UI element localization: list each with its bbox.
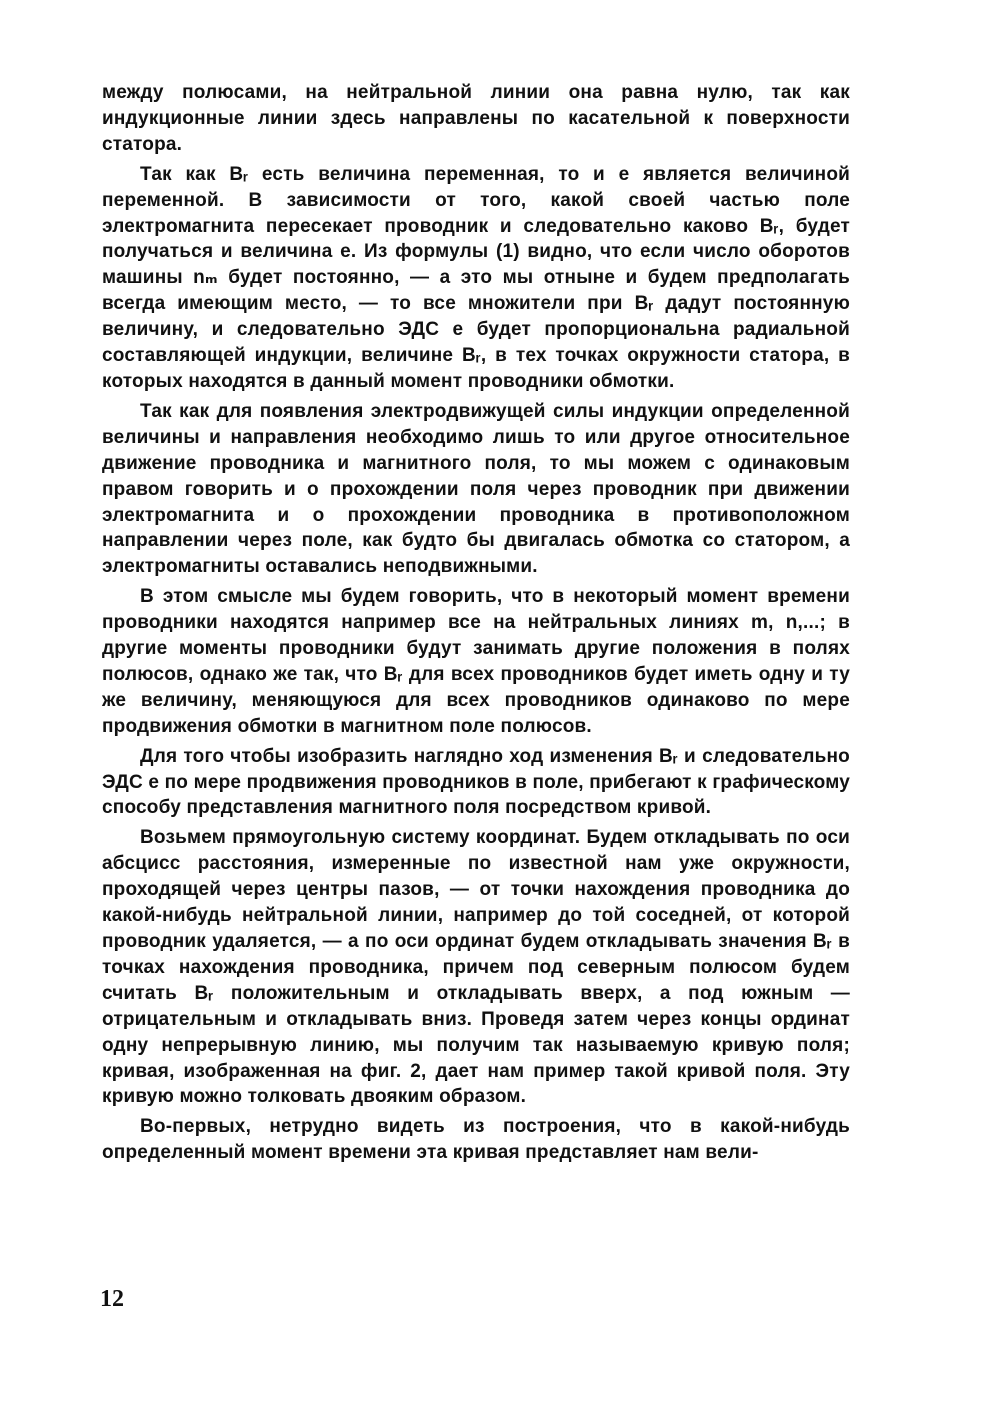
paragraph-5: Для того чтобы изобразить наглядно ход изменения Bᵣ и следовательно ЭДС e по мере продвижения проводников в поле, прибегают к графическому способу представления магнитного поля посредством кривой. <box>102 745 851 819</box>
paragraph-2: Так как Bᵣ есть величина переменная, то и e является величиной переменной. В зависимости от того, какой своей частью поле электромагнита пересекает проводник и следовательно каково Bᵣ, будет получаться и величина e. Из формулы (1) видно, что если число оборотов машины nₘ будет постоянно, — а это мы отныне и будем предполагать всегда имеющим место, — то все множители при Bᵣ дадут постоянную величину, и следовательно ЭДС e будет пропорциональна радиальной составляющей индукции, величине Bᵣ, в тех точках окружности статора, в которых находятся в данный момент проводники обмотки. <box>102 163 850 392</box>
paragraph-4: В этом смысле мы будем говорить, что в некоторый момент времени проводники находятся например все на нейтральных линиях m, n,...; в другие моменты проводники будут занимать другие положения в полях полюсов, однако же так, что Bᵣ для всех проводников будет иметь одну и ту же величину, меняющуюся для всех проводников одинаково по мере продвижения обмотки в магнитном поле полюсов. <box>102 586 850 737</box>
paragraph-1: между полюсами, на нейтральной линии она равна нулю, так как индукционные линии здесь направлены по касательной к поверхности статора. <box>102 82 850 155</box>
page-number: 12 <box>100 1286 124 1312</box>
paragraph-6: Возьмем прямоугольную систему координат. Будем откладывать по оси абсцисс расстояния, измеренные по известной нам уже окружности, проходящей через центры пазов, — от точки нахождения проводника до какой-нибудь нейтральной линии, например до той соседней, от которой проводник удаляется, — а по оси ординат будем откладывать значения Bᵣ в точках нахождения проводника, причем под северным полюсом будем считать Bᵣ положительным и откладывать вверх, а под южным — отрицательным и откладывать вниз. Проведя затем через концы ординат одну непрерывную линию, мы получим так называемую кривую поля; кривая, изображенная на фиг. 2, дает нам пример такой кривой поля. Эту кривую можно толковать двояким образом. <box>102 827 850 1108</box>
paragraph-7: Во-первых, нетрудно видеть из построения, что в какой-нибудь определенный момент времени эта кривая представляет нам вели- <box>102 1116 850 1164</box>
page-body <box>102 80 850 1170</box>
paragraph-3: Так как для появления электродвижущей силы индукции определенной величины и направления необходимо лишь то или другое относительное движение проводника и магнитного поля, то мы можем с одинаковым правом говорить и о прохождении поля через проводник при движении электромагнита и о прохождении проводника в противоположном направлении через поле, как будто бы двигалась обмотка со статором, а электромагниты оставались неподвижными. <box>102 400 850 578</box>
